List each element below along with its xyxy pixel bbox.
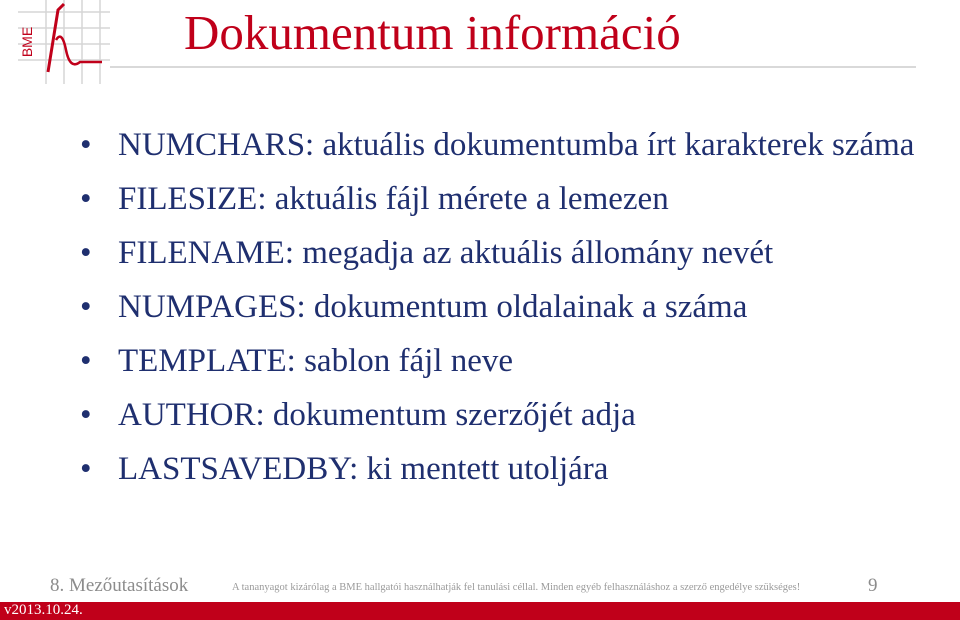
slide-title: Dokumentum információ	[184, 5, 681, 60]
footer-version: v2013.10.24.	[4, 602, 83, 618]
bullet-icon: •	[80, 235, 92, 271]
bme-logo	[18, 0, 110, 84]
bullet-item	[80, 125, 920, 165]
bullet-text: FILENAME: megadja az aktuális állomány nevét	[118, 235, 774, 271]
title-divider	[110, 66, 916, 68]
bullet-icon: •	[80, 397, 92, 433]
bullet-list	[80, 125, 920, 503]
bullet-text: AUTHOR: dokumentum szerzőjét adja	[118, 397, 636, 433]
bullet-text: FILESIZE: aktuális fájl mérete a lemezen	[118, 181, 669, 217]
footer-chapter: 8. Mezőutasítások	[50, 575, 189, 596]
bullet-text: NUMCHARS: aktuális dokumentumba írt karakterek száma	[118, 127, 915, 163]
bullet-text: LASTSAVEDBY: ki mentett utoljára	[118, 451, 609, 487]
footer-notice: A tananyagot kizárólag a BME hallgatói használhatják fel tanulási céllal. Minden egyéb felhasználáshoz a szerző engedélye szükséges!	[232, 582, 801, 593]
page-number: 9	[868, 575, 878, 596]
bullet-icon: •	[80, 181, 92, 217]
bullet-item	[80, 395, 920, 435]
logo-text: BME	[19, 26, 35, 58]
bullet-item	[80, 179, 920, 219]
bullet-item	[80, 287, 920, 327]
bullet-text: TEMPLATE: sablon fájl neve	[118, 343, 514, 379]
bullet-icon: •	[80, 289, 92, 325]
bullet-icon: •	[80, 127, 92, 163]
bullet-icon: •	[80, 343, 92, 379]
bullet-icon: •	[80, 451, 92, 487]
bullet-item	[80, 449, 920, 489]
bullet-text: NUMPAGES: dokumentum oldalainak a száma	[118, 289, 748, 325]
bullet-item	[80, 233, 920, 273]
footer-bar	[0, 602, 960, 620]
bullet-item	[80, 341, 920, 381]
